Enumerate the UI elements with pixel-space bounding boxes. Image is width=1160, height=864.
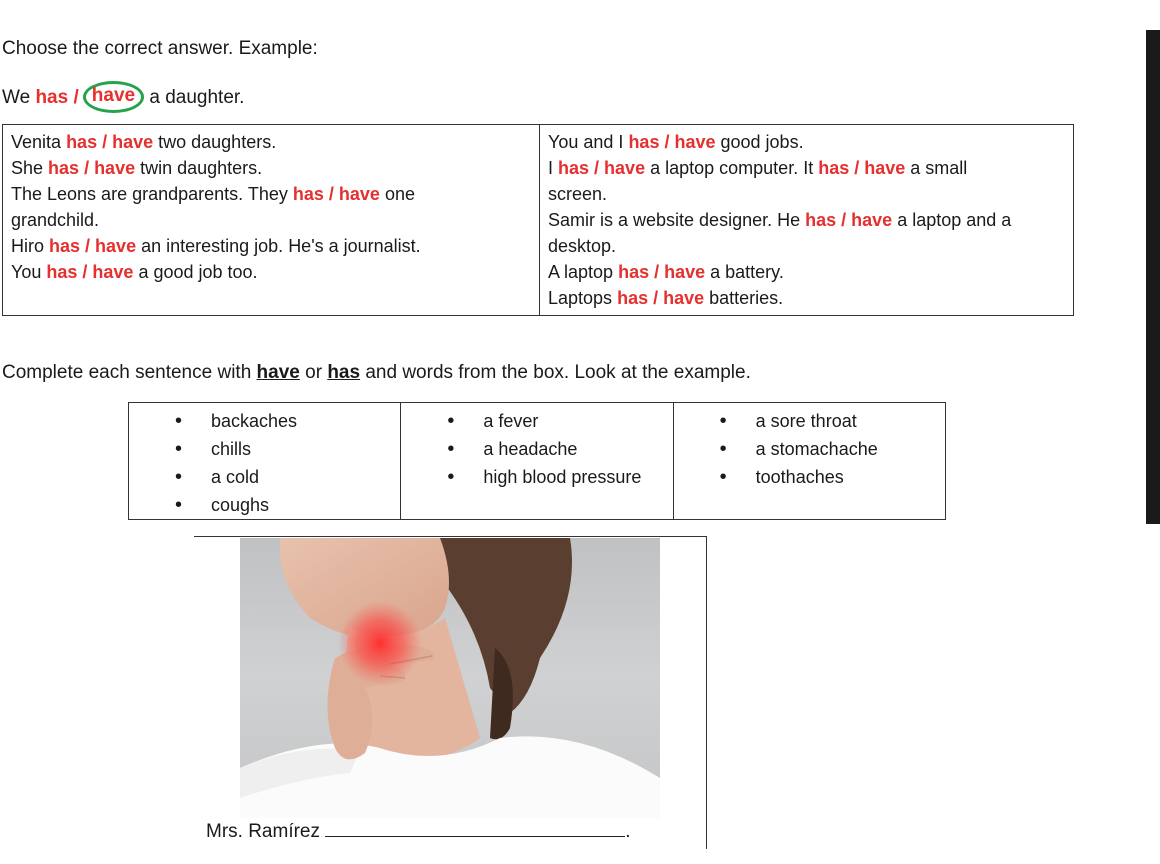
choice-has-have[interactable]: has / have	[628, 132, 716, 152]
example-sentence	[2, 83, 244, 115]
example-post: a daughter.	[149, 87, 245, 108]
photo-caption: Mrs. Ramírez .	[206, 818, 631, 843]
word-item: • a fever	[401, 407, 672, 435]
word-item: • coughs	[129, 491, 400, 519]
instruction-complete: Complete each sentence with have or has and words from the box. Look at the example.	[2, 362, 751, 383]
exercise-right-column	[540, 125, 1074, 316]
exercise-item: A laptop has / have a battery.	[548, 262, 784, 282]
word-box-column-2	[401, 403, 673, 520]
word-item: • toothaches	[674, 463, 945, 491]
word-item: • high blood pressure	[401, 463, 672, 491]
choice-has-have[interactable]: has / have	[46, 262, 134, 282]
choice-has-have[interactable]: has / have	[292, 184, 380, 204]
choice-has-have[interactable]: has / have	[558, 158, 646, 178]
exercise-item: I has / have a laptop computer. It has / have a small screen.	[548, 158, 968, 204]
choice-has-have[interactable]: has / have	[805, 210, 893, 230]
example-sep: /	[73, 87, 79, 108]
exercise-item: Laptops has / have batteries.	[548, 288, 784, 308]
choice-has-have[interactable]: has / have	[49, 236, 137, 256]
exercise-item: She has / have twin daughters.	[11, 158, 263, 178]
word-item: • backaches	[129, 407, 400, 435]
word-item: • chills	[129, 435, 400, 463]
exercise-item: You and I has / have good jobs.	[548, 132, 804, 152]
exercise-item: Hiro has / have an interesting job. He's a journalist.	[11, 236, 421, 256]
exercise-left-column	[3, 125, 540, 316]
word-item: • a sore throat	[674, 407, 945, 435]
scrollbar[interactable]	[1146, 30, 1160, 524]
word-item: • a cold	[129, 463, 400, 491]
keyword-have: have	[256, 362, 300, 383]
example-has: has	[35, 87, 69, 108]
exercise-item: Venita has / have two daughters.	[11, 132, 277, 152]
choice-has-have[interactable]: has / have	[66, 132, 154, 152]
choice-has-have[interactable]: has / have	[617, 288, 705, 308]
choice-has-have[interactable]: has / have	[48, 158, 136, 178]
word-item: • a headache	[401, 435, 672, 463]
example-have: have	[91, 85, 136, 106]
instruction-choose: Choose the correct answer. Example:	[2, 38, 318, 59]
choice-has-have[interactable]: has / have	[818, 158, 906, 178]
exercise-item: You has / have a good job too.	[11, 262, 258, 282]
example-circled-answer	[83, 81, 144, 113]
pain-glow	[338, 601, 422, 685]
choice-has-have[interactable]: has / have	[618, 262, 706, 282]
exercise-item: Samir is a website designer. He has / have a laptop and a desktop.	[548, 210, 1012, 256]
word-box-column-1	[129, 403, 401, 520]
example-pre: We	[2, 87, 31, 108]
exercise-table	[2, 124, 1074, 316]
word-item: • a stomachache	[674, 435, 945, 463]
answer-blank[interactable]	[325, 818, 625, 837]
woman-throat-illustration	[240, 538, 660, 818]
sore-throat-photo	[240, 538, 660, 818]
caption-name: Mrs. Ramírez	[206, 821, 320, 842]
keyword-has: has	[327, 362, 361, 383]
word-box-column-3	[673, 403, 945, 520]
word-box	[128, 402, 946, 520]
exercise-item: The Leons are grandparents. They has / have one grandchild.	[11, 184, 415, 230]
